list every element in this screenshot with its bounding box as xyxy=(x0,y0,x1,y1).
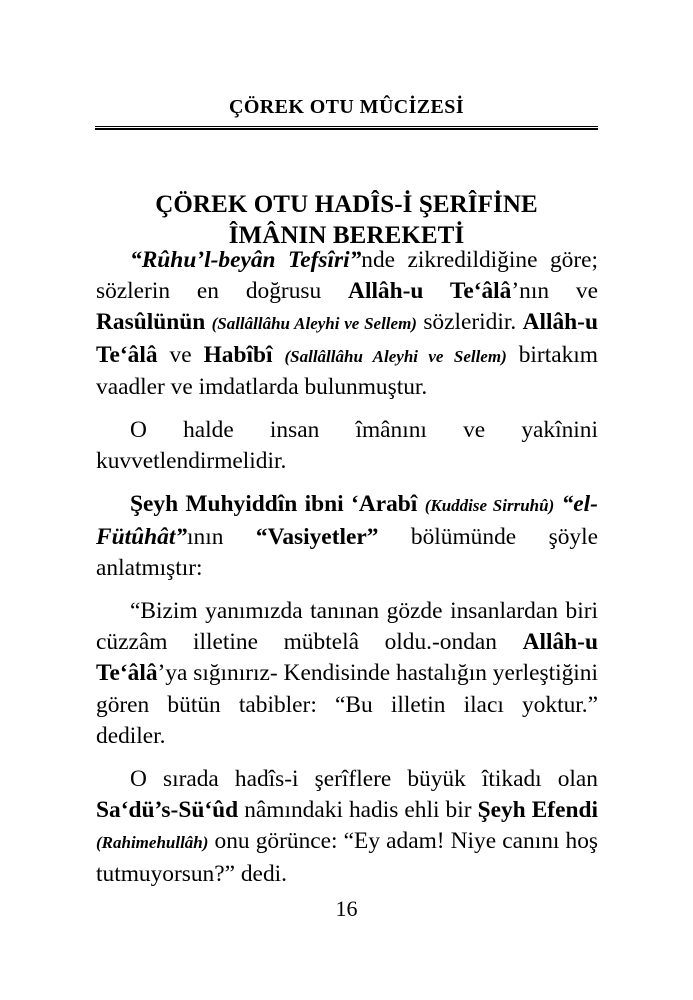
text-run: ve xyxy=(157,341,204,368)
text-run xyxy=(417,491,424,517)
chapter-title xyxy=(96,189,597,252)
text-run: ının xyxy=(187,523,256,550)
header-divider-rule xyxy=(95,126,598,130)
text-run: ’nın ve xyxy=(511,278,598,305)
text-run: O sırada hadîs-i şerîflere büyük îtikadı olan xyxy=(130,766,598,793)
text-run-bold-italic: “Rûhu’l-beyân Tefsîri” xyxy=(130,247,362,273)
text-run: bölümünde şöyle anlatmıştır: xyxy=(96,523,598,581)
text-run: birtakım vaadler ve imdatlarda bulunmuştur. xyxy=(96,341,598,400)
running-header-title: ÇÖREK OTU MÛCİZESİ xyxy=(228,96,464,118)
text-run-bold: Rasûlünün xyxy=(96,309,206,336)
text-run-bold: Allâh-u Te‘âlâ xyxy=(348,278,512,305)
text-run-bold: Şeyh Muhyiddîn ibni ‘Arabî xyxy=(130,491,418,518)
text-run-bold: “Vasiyetler” xyxy=(255,523,379,550)
page-number: 16 xyxy=(335,896,358,921)
paragraph xyxy=(96,245,598,403)
text-run-bold: Sa‘dü’s-Sü‘ûd xyxy=(96,797,239,824)
paragraph xyxy=(96,764,598,890)
text-run: onu görünce: “Ey adam! Niye canını hoş tutmuyorsun?” dedi. xyxy=(96,828,598,887)
paragraph xyxy=(96,489,598,584)
chapter-title-line-2: ÎMÂNIN BEREKETİ xyxy=(228,222,465,250)
text-run xyxy=(554,491,561,517)
text-run xyxy=(272,342,284,368)
text-run: nde zikredildiğine göre; sözlerin en doğrusu xyxy=(96,247,599,305)
text-run-honorific: (Kuddise Sirruhû) xyxy=(424,496,555,516)
body-text-block xyxy=(96,245,598,890)
text-run-honorific: (Sallâllâhu Aleyhi ve Sellem) xyxy=(284,346,507,366)
text-run: nâmındaki hadis ehli bir xyxy=(238,797,478,824)
text-run: O halde insan îmânını ve yakînini kuvvetlendirmelidir. xyxy=(96,417,598,475)
text-run-bold-italic: “el-Fütûhât” xyxy=(96,491,598,550)
text-run-bold: Şeyh Efendi xyxy=(477,797,598,824)
text-run-bold: Allâh-u Te‘âlâ xyxy=(96,309,598,368)
chapter-title-line-1: ÇÖREK OTU HADÎS-İ ŞERÎFİNE xyxy=(155,190,538,218)
header-divider-thick-line xyxy=(95,128,598,130)
paragraph xyxy=(96,596,598,752)
text-run: “Bizim yanımızda tanınan gözde insanlardan biri cüzzâm illetine mübtelâ oldu.-ondan xyxy=(96,598,598,656)
text-run: ’ya sığınırız- Kendisinde hastalığın yerleştiğini gören bütün tabibler: “Bu illetin ilacı yoktur.” dediler. xyxy=(96,660,598,749)
running-header xyxy=(96,96,597,118)
text-run-bold: Habîbî xyxy=(203,341,273,368)
text-run: sözleridir. xyxy=(416,309,523,336)
text-run-honorific: (Rahimehullâh) xyxy=(96,833,209,853)
text-run-honorific: (Sallâllâhu Aleyhi ve Sellem) xyxy=(211,314,417,334)
paragraph xyxy=(96,415,598,477)
text-run-bold: Allâh-u Te‘âlâ xyxy=(96,629,598,687)
